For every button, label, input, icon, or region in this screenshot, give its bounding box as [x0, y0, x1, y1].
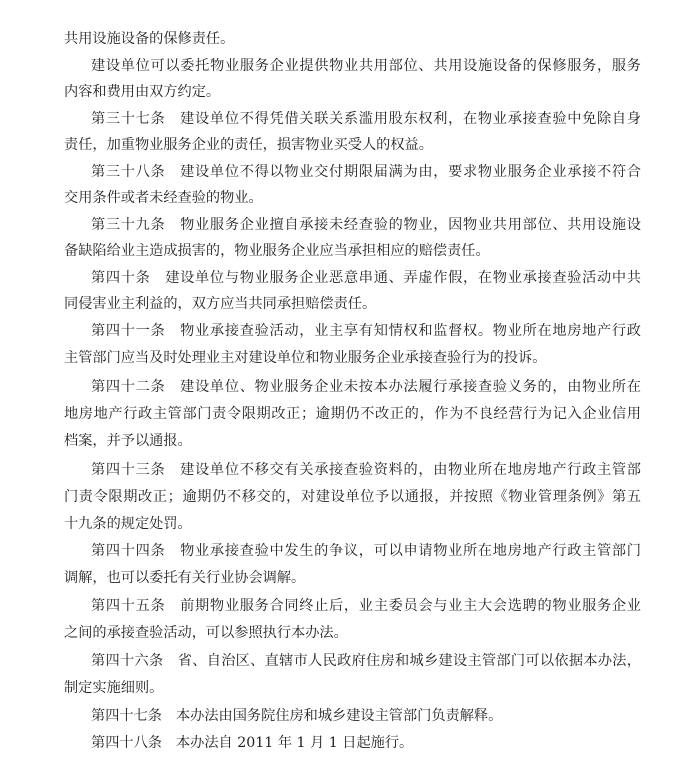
- article-37: [0, 106, 699, 132]
- line-text: 内容和费用由双方约定。: [64, 84, 221, 100]
- article-number: 第四十八条: [91, 735, 162, 751]
- text-line: [0, 428, 699, 454]
- article-number: 第三十八条: [91, 164, 166, 180]
- article-42: [0, 374, 699, 400]
- line-text: 建设单位不移交有关承接查验资料的，由物业所在地房地产行政主管部: [179, 462, 641, 478]
- line-text: 省、自治区、直辖市人民政府住房和城乡建设主管部门可以依据本办法，: [177, 653, 641, 669]
- text-line: [0, 238, 699, 264]
- article-46: [0, 648, 699, 674]
- line-text: 地房地产行政主管部门责令限期改正；逾期仍不改正的，作为不良经营行为记入企业信用: [64, 406, 641, 422]
- line-text: 之间的承接查验活动，可以参照执行本办法。: [64, 625, 348, 641]
- line-text: 物业服务企业擅自承接未经查验的物业，因物业共用部位、共用设施设: [179, 217, 641, 233]
- text-line: [0, 345, 699, 371]
- article-number: 第四十五条: [91, 598, 166, 614]
- line-text: 调解，也可以委托有关行业协会调解。: [64, 570, 306, 586]
- line-text: 备缺陷给业主造成损害的，物业服务企业应当承担相应的赔偿责任。: [64, 243, 490, 259]
- article-number: 第四十六条: [91, 653, 164, 669]
- text-line: [0, 565, 699, 591]
- line-text: 共用设施设备的保修责任。: [64, 31, 235, 47]
- line-text: 制定实施细则。: [64, 680, 164, 696]
- line-text: 责任，加重物业服务企业的责任，损害物业买受人的权益。: [64, 137, 433, 153]
- text-line: [0, 79, 699, 105]
- text-line: [0, 620, 699, 646]
- article-number: 第四十二条: [91, 379, 166, 395]
- line-text: 主管部门应当及时处理业主对建设单位和物业服务企业承接查验行为的投诉。: [64, 350, 547, 366]
- line-text: 物业承接查验中发生的争议，可以申请物业所在地房地产行政主管部门: [179, 543, 641, 559]
- article-number: 第四十一条: [91, 323, 166, 339]
- article-39: [0, 212, 699, 238]
- article-number: 第四十三条: [91, 462, 166, 478]
- line-text: 建设单位与物业服务企业恶意串通、弄虚作假，在物业承接查验活动中共: [164, 270, 641, 286]
- line-text: 建设单位可以委托物业服务企业提供物业共用部位、共用设施设备的保修服务，服务: [91, 58, 641, 74]
- line-text: 建设单位不得以物业交付期限届满为由，要求物业服务企业承接不符合: [179, 164, 641, 180]
- line-text: 物业承接查验活动，业主享有知情权和监督权。物业所在地房地产行政: [179, 323, 641, 339]
- line-text: 前期物业服务合同终止后，业主委员会与业主大会选聘的物业服务企业: [179, 598, 641, 614]
- line-text: 建设单位、物业服务企业未按本办法履行承接查验义务的，由物业所在: [179, 379, 641, 395]
- line-text: 十九条的规定处罚。: [64, 516, 192, 532]
- article-44: [0, 538, 699, 564]
- article-number: 第四十七条: [91, 708, 162, 724]
- text-line: [0, 185, 699, 211]
- article-number: 第四十四条: [91, 543, 166, 559]
- text-line: [0, 675, 699, 701]
- text-line: [0, 132, 699, 158]
- line-text: 交用条件或者未经查验的物业。: [64, 190, 263, 206]
- text-line: [0, 484, 699, 510]
- article-45: [0, 593, 699, 619]
- article-number: 第三十七条: [91, 111, 166, 127]
- line-text: 本办法自 2011 年 1 月 1 日起施行。: [175, 735, 414, 751]
- paragraph-first-line: [0, 53, 699, 79]
- article-47: [0, 703, 699, 729]
- article-43: [0, 457, 699, 483]
- text-line: [0, 511, 699, 537]
- article-41: [0, 318, 699, 344]
- article-number: 第三十九条: [91, 217, 166, 233]
- line-text: 门责令限期改正；逾期仍不移交的，对建设单位予以通报，并按照《物业管理条例》第五: [64, 489, 641, 505]
- line-text: 本办法由国务院住房和城乡建设主管部门负责解释。: [175, 708, 503, 724]
- line-text: 档案，并予以通报。: [64, 433, 192, 449]
- text-line: [0, 291, 699, 317]
- article-38: [0, 159, 699, 185]
- text-line: [0, 401, 699, 427]
- article-48: [0, 730, 699, 756]
- article-40: [0, 265, 699, 291]
- text-line: [0, 26, 699, 52]
- article-number: 第四十条: [91, 270, 151, 286]
- line-text: 建设单位不得凭借关联关系滥用股东权利，在物业承接查验中免除自身: [179, 111, 641, 127]
- line-text: 同侵害业主利益的，双方应当共同承担赔偿责任。: [64, 296, 377, 312]
